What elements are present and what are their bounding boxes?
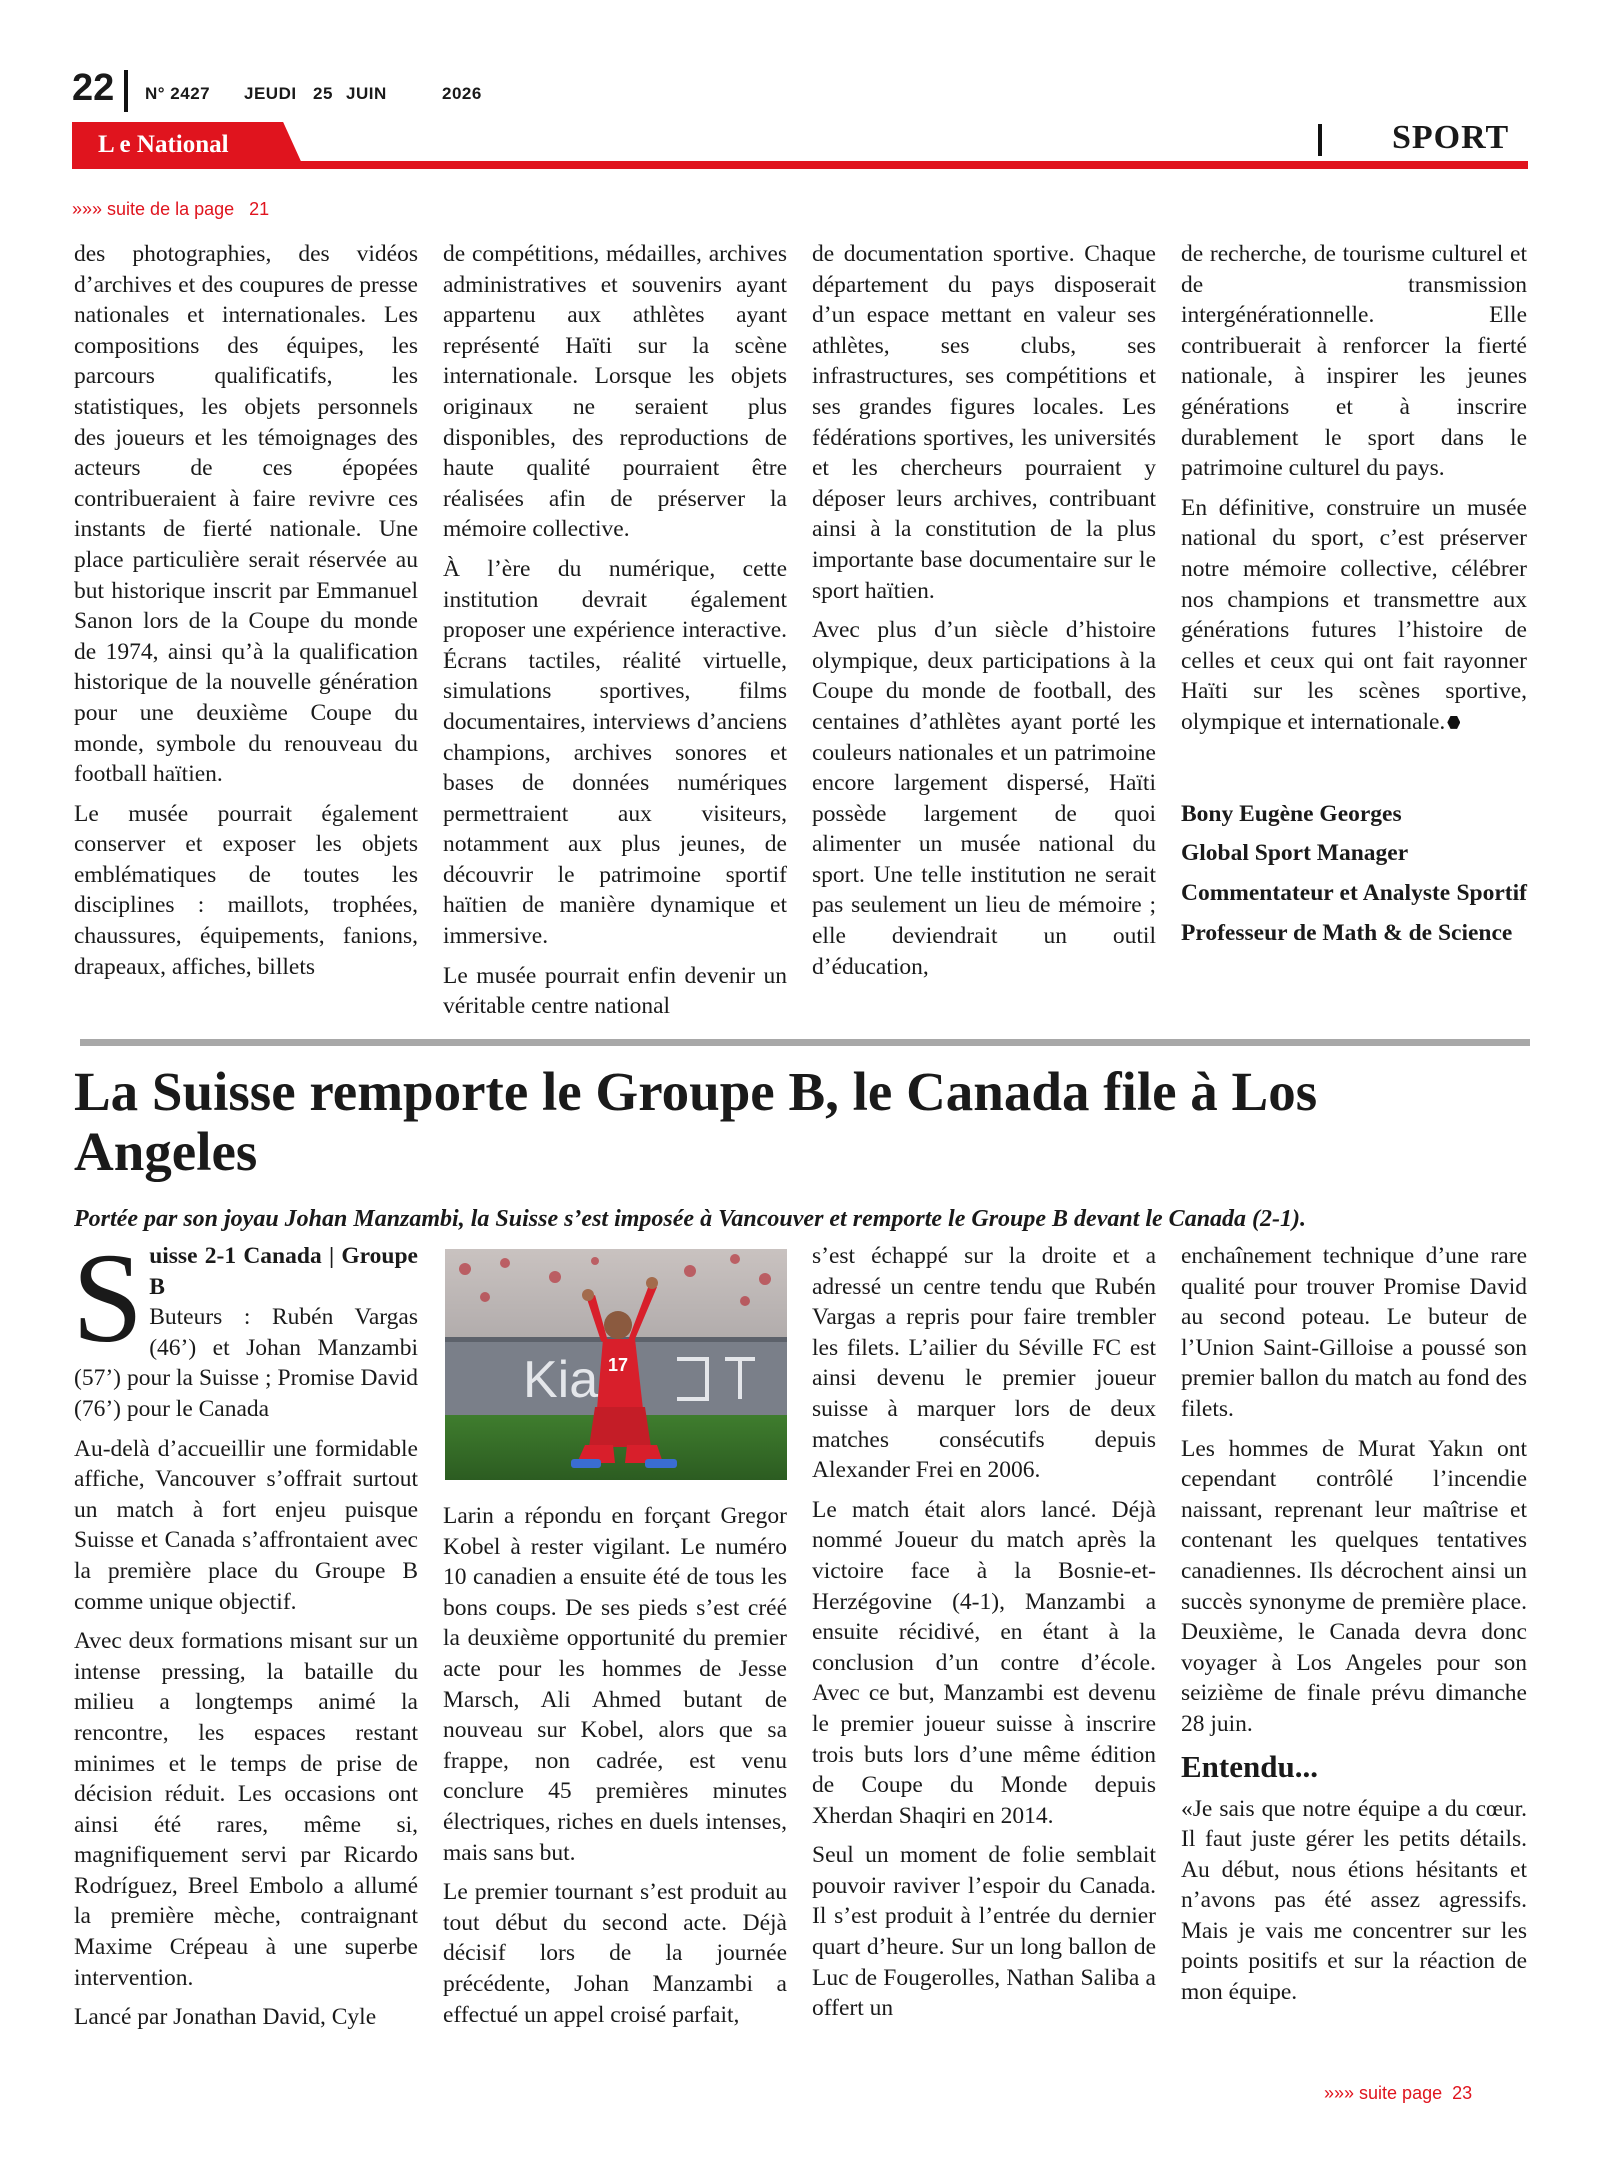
sponsor-board-text: Kia (523, 1351, 599, 1409)
paragraph: de compétitions, médailles, archives administratives et souvenirs ayant appartenu aux athlètes ayant représenté Haïti sur la scène internationale. Lorsque les objets originaux ne seraient plus disponibles, des reproductions de haute qualité pourraient être réalisées afin de préserver la mémoire collective. (443, 241, 787, 543)
prev-article-column-1 (74, 239, 418, 982)
paragraph: Le musée pourrait enfin devenir un véritable centre national (443, 962, 787, 1020)
prev-article-column-2 (443, 239, 787, 1022)
paragraph (1181, 493, 1527, 738)
end-of-article-icon (1447, 716, 1460, 729)
paragraph: Les hommes de Murat Yakın ont cependant contrôlé l’incendie naissant, reprenant leur maîtrise et contenant les quelques tentatives canadiennes. Ils décrochent ainsi un succès synonyme de première place. Deuxième, le Canada devra donc voyager à Los Angeles pour son seizième de finale prévu dimanche 28 juin. (1181, 1435, 1527, 1737)
section-divider (1318, 124, 1322, 156)
paragraph: Larin a répondu en forçant Gregor Kobel à rester vigilant. Le numéro 10 canadien a ensuite été de tous les bons coups. De ses pieds s’est créé la deuxième opportunité du premier acte pour les hommes de Jesse Marsch, Ali Ahmed butant de nouveau sur Kobel, alors que sa frappe, non cadrée, est venu conclure 45 premières minutes électriques, riches en duels intenses, mais sans but. (443, 1503, 787, 1866)
issue-year: 2026 (442, 84, 482, 103)
jersey-number: 17 (608, 1355, 629, 1375)
article-column-4 (1181, 1241, 1527, 2008)
paragraph: Lancé par Jonathan David, Cyle (74, 2004, 377, 2031)
issue-day: JEUDI (244, 84, 297, 103)
closing-paragraph-text: En définitive, construire un musée national du sport, c’est préserver notre mémoire collective, célébrer nos champions et transmettre aux générations futures l’histoire de celles et ceux qui ont fait rayonner Haïti sur les scènes sportive, olympique et internationale. (1181, 494, 1527, 735)
article-column-1 (72, 1227, 418, 2033)
prev-article-column-4 (1181, 239, 1527, 958)
paragraph: À l’ère du numérique, cette institution devrait également proposer une expérience interactive. Écrans tactiles, réalité virtuelle, simulations sportives, films documentaires, interviews d’anciens champions, archives sonores et bases de données numériques permettraient aux visiteurs, notamment aux plus jeunes, de découvrir le patrimoine sportif haïtien de manière dynamique et immersive. (443, 555, 787, 950)
issue-date: 25 (313, 84, 333, 103)
player-celebration-image (445, 1249, 787, 1480)
paragraph: de documentation sportive. Chaque département du pays disposerait d’un espace mettant en valeur ses athlètes, ses clubs, ses infrastructures, ses compétitions et ses grandes figures locales. Les fédérations sportives, les universités et les chercheurs pourraient y déposer leurs archives, contribuant ainsi à la constitution de la plus importante base documentaire sur le sport haïtien. (812, 241, 1156, 604)
paragraph: Le match était alors lancé. Déjà nommé Joueur du match après la victoire face à la Bosnie-et-Herzégovine (4-1), Manzambi a ensuite récidivé, en étant à la conclusion d’un contre d’école. Avec ce but, Manzambi est devenu le premier joueur suisse à inscrire trois buts lors d’une même édition de Coupe du Monde depuis Xherdan Shaqiri en 2014. (812, 1496, 1156, 1829)
paragraph: s’est échappé sur la droite et a adressé un centre tendu que Rubén Vargas a repris pour faire trembler les filets. L’ailier du Séville FC est ainsi devenu le premier joueur suisse à marquer lors de deux matches consécutifs depuis Alexander Frei en 2006. (812, 1243, 1156, 1484)
quote-paragraph: «Je sais que notre équipe a du cœur. Il faut juste gérer les petits détails. Au début, nous étions hésitants et n’avons pas été assez agressifs. Mais je vais me concentrer sur les points positifs et sur la réaction de mon équipe. (1181, 1795, 1527, 2006)
issue-month: JUIN (346, 84, 387, 103)
section-title: SPORT (1392, 119, 1510, 156)
issue-number: N° 2427 (145, 84, 211, 103)
author-role: Commentateur et Analyste Sportif (1181, 879, 1527, 906)
paragraph: Avec plus d’un siècle d’histoire olympique, deux participations à la Coupe du monde de football, des centaines d’athlètes ayant porté les couleurs nationales et un patrimoine encore largement dispersé, Haïti possède largement de quoi alimenter un musée national du sport. Une telle institution ne serait pas seulement un lieu de mémoire ; elle deviendrait un outil d’éducation, (812, 617, 1156, 980)
prev-article-column-3 (812, 239, 1156, 982)
author-role: Professeur de Math & de Science (1181, 920, 1513, 947)
paragraph: Seul un moment de folie semblait pouvoir raviver l’espoir du Canada. Il s’est produit à l’entrée du dernier quart d’heure. Sur un long ballon de Luc de Fougerolles, Nathan Saliba a offert un (812, 1842, 1156, 2022)
article-column-2 (443, 1501, 787, 2030)
paragraph: des photographies, des vidéos d’archives et des coupures de presse nationales et internationales. Les compositions des équipes, les parcours qualificatifs, les statistiques, les objets personnels des joueurs et les témoignages des acteurs de ces épopées contribueraient à faire revivre ces instants de fierté nationale. Une place particulière serait réservée au but historique inscrit par Emmanuel Sanon lors de la Coupe du monde de 1974, ainsi qu’à la qualification historique de la nouvelle génération pour une deuxième Coupe du monde, symbole du renouveau du football haïtien. (74, 241, 418, 788)
author-name: Bony Eugène Georges (1181, 800, 1402, 827)
newspaper-logo-text: L e National (98, 131, 229, 158)
article-headline: La Suisse remporte le Groupe B, le Canada file à Los Angeles (74, 1061, 1318, 1182)
match-kicker: uisse 2-1 Canada | Groupe B (149, 1243, 418, 1300)
paragraph: Au-delà d’accueillir une formidable affiche, Vancouver s’offrait surtout un match à fort enjeu puisque Suisse et Canada s’affrontaient avec la première place du Groupe B comme unique objectif. (74, 1435, 418, 1615)
paragraph (72, 1227, 418, 1425)
match-photo (445, 1249, 787, 1480)
continued-from (72, 198, 269, 220)
continued-on-label: »»» suite page (1324, 2083, 1443, 2103)
continued-from-page: 21 (249, 199, 270, 219)
continued-on-page: 23 (1452, 2083, 1473, 2103)
article-lede: Portée par son joyau Johan Manzambi, la Suisse s’est imposée à Vancouver et remporte le Groupe B devant le Canada (2-1). (74, 1206, 1307, 1232)
scorers-text: Buteurs : Rubén Vargas (46’) et Johan Manzambi (57’) pour la Suisse ; Promise David (76’) pour le Canada (74, 1304, 418, 1422)
paragraph: enchaînement technique d’une rare qualité pour trouver Promise David au second poteau. Le buteur de l’Union Saint-Gilloise a poussé son premier ballon du match au fond des filets. (1181, 1243, 1527, 1422)
header-divider (124, 70, 128, 112)
article-separator (80, 1039, 1530, 1046)
continued-from-label: »»» suite de la page (72, 199, 235, 219)
author-role: Global Sport Manager (1181, 840, 1409, 867)
paragraph: de recherche, de tourisme culturel et de transmission intergénérationnelle. Elle contribuerait à renforcer la fierté nationale, à inspirer les jeunes générations et à inscrire durablement le sport dans le patrimoine culturel du pays. (1181, 241, 1527, 482)
paragraph: Avec deux formations misant sur un intense pressing, la bataille du milieu a longtemps animé la rencontre, les espaces restant minimes et le temps de prise de décision réduit. Les occasions ont ainsi été rares, même si, magnifiquement servi par Ricardo Rodríguez, Breel Embolo a allumé la première mèche, contraignant Maxime Crépeau à une superbe intervention. (74, 1628, 418, 1991)
page-number: 22 (72, 67, 115, 109)
article-column-3 (812, 1241, 1156, 2024)
continued-on (1324, 2082, 1472, 2104)
subheading: Entendu... (1181, 1748, 1318, 1784)
paragraph: Le premier tournant s’est produit au tout début du second acte. Déjà décisif lors de la journée précédente, Johan Manzambi a effectué un appel croisé parfait, (443, 1879, 787, 2028)
drop-cap: S (72, 1227, 144, 1369)
paragraph: Le musée pourrait également conserver et exposer les objets emblématiques de toutes les disciplines : maillots, trophées, chaussures, équipements, fanions, drapeaux, affiches, billets (74, 800, 418, 980)
